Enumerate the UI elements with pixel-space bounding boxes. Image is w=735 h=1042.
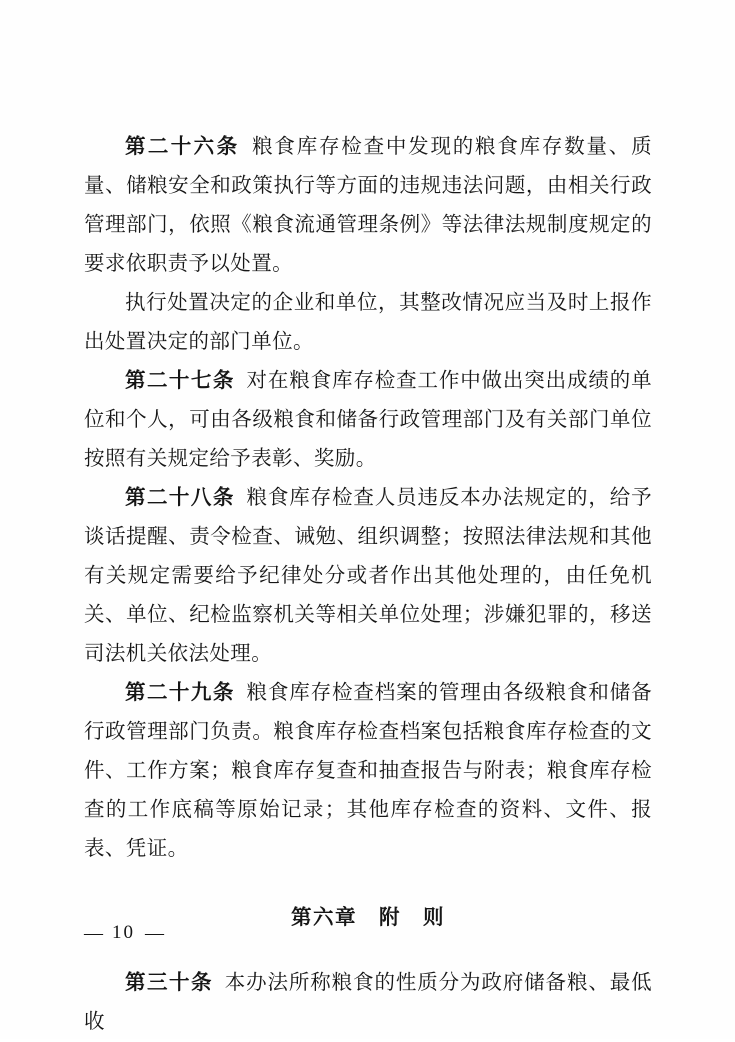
chapter-heading-6: 第六章 附 则	[291, 907, 445, 929]
article-text-29: 粮食库存检查档案的管理由各级粮食和储备行政管理部门负责。粮食库存检查档案包括粮食库存检查的文件、工作方案；粮食库存复查和抽查报告与附表；粮食库存检查的工作底稿等原始记录；其他库存检查的资料、文件、报表、凭证。	[84, 682, 652, 860]
article-text-26: 粮食库存检查中发现的粮食库存数量、质量、储粮安全和政策执行等方面的违规违法问题，由相关行政管理部门，依照《粮食流通管理条例》等法律法规制度规定的要求依职责予以处置。	[84, 136, 653, 275]
article-text-30: 本办法所称粮食的性质分为政府储备粮、最低收	[84, 972, 653, 1033]
paragraph-article-29	[84, 674, 652, 869]
article-number-29: 第二十九条	[125, 682, 235, 704]
footer-left-dash: —	[84, 922, 105, 944]
article-text-26-continued: 执行处置决定的企业和单位，其整改情况应当及时上报作出处置决定的部门单位。	[84, 292, 652, 353]
article-number-30: 第三十条	[125, 972, 213, 994]
footer-right-dash: —	[145, 922, 166, 944]
paragraph-article-28	[84, 479, 652, 674]
paragraph-article-30	[84, 964, 652, 1042]
paragraph-article-26	[84, 128, 652, 284]
article-number-27: 第二十七条	[125, 370, 235, 392]
article-text-27: 对在粮食库存检查工作中做出突出成绩的单位和个人，可由各级粮食和储备行政管理部门及有关部门单位按照有关规定给予表彰、奖励。	[84, 370, 652, 470]
footer-page-number: 10	[112, 922, 135, 943]
article-number-28: 第二十八条	[125, 487, 235, 509]
chapter-spacer-top	[84, 869, 652, 899]
article-text-28: 粮食库存检查人员违反本办法规定的，给予谈话提醒、责令检查、诫勉、组织调整；按照法律法规和其他有关规定需要给予纪律处分或者作出其他处理的，由任免机关、单位、纪检监察机关等相关单位处理；涉嫌犯罪的，移送司法机关依法处理。	[84, 487, 652, 665]
document-body	[84, 128, 652, 1042]
article-number-26: 第二十六条	[125, 136, 240, 158]
paragraph-article-26-continued	[84, 284, 652, 362]
paragraph-article-27	[84, 362, 652, 479]
page-footer	[84, 922, 652, 945]
